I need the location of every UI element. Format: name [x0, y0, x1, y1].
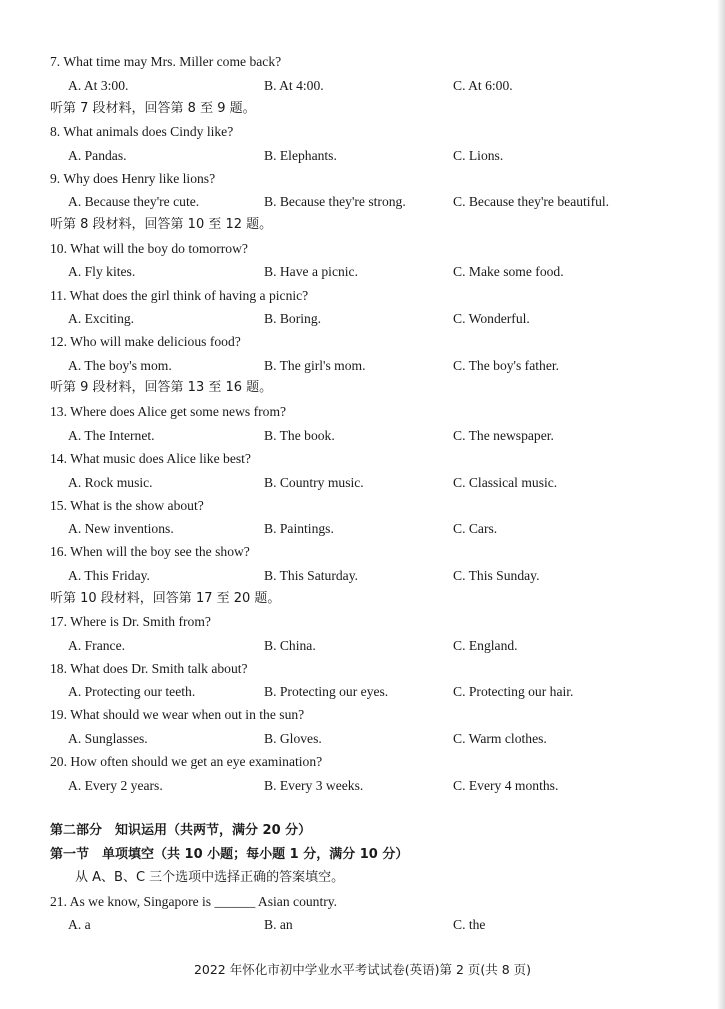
question-11: 11. What does the girl think of having a picnic? — [50, 288, 309, 303]
option-b: B. The book. — [264, 428, 335, 443]
section-header-8: 听第 8 段材料，回答第 10 至 12 题。 — [50, 217, 273, 232]
option-a: A. Sunglasses. — [68, 731, 148, 746]
option-c: C. Every 4 months. — [453, 778, 559, 793]
option-a: A. The Internet. — [68, 428, 155, 443]
option-c: C. Make some food. — [453, 264, 564, 279]
option-a: A. France. — [68, 638, 125, 653]
option-c: C. At 6:00. — [453, 78, 513, 93]
option-b: B. Protecting our eyes. — [264, 684, 389, 699]
page-footer: 2022 年怀化市初中学业水平考试试卷(英语)第 2 页(共 8 页) — [193, 962, 532, 977]
option-c: C. The boy's father. — [453, 358, 560, 373]
section-header-10: 听第 10 段材料，回答第 17 至 20 题。 — [50, 591, 281, 606]
page-edge-shadow — [717, 0, 725, 1009]
option-b: B. an — [264, 917, 293, 932]
option-b: B. Country music. — [264, 475, 364, 490]
question-10: 10. What will the boy do tomorrow? — [50, 241, 248, 256]
option-c: C. This Sunday. — [453, 568, 540, 583]
option-c: C. Because they're beautiful. — [453, 194, 610, 209]
question-20: 20. How often should we get an eye examination? — [50, 754, 323, 769]
option-a: A. a — [68, 917, 91, 932]
option-a: A. Fly kites. — [68, 264, 136, 279]
option-a: A. At 3:00. — [68, 78, 129, 93]
option-b: B. This Saturday. — [264, 568, 359, 583]
option-a: A. This Friday. — [68, 568, 150, 583]
option-b: B. Paintings. — [264, 521, 334, 536]
option-b: B. Every 3 weeks. — [264, 778, 364, 793]
section-header-7: 听第 7 段材料，回答第 8 至 9 题。 — [50, 101, 256, 116]
option-b: B. At 4:00. — [264, 78, 324, 93]
option-b: B. Elephants. — [264, 148, 337, 163]
question-17: 17. Where is Dr. Smith from? — [50, 614, 211, 629]
option-b: B. China. — [264, 638, 316, 653]
option-b: B. Have a picnic. — [264, 264, 358, 279]
question-21: 21. As we know, Singapore is ______ Asian country. — [50, 894, 338, 909]
question-12: 12. Who will make delicious food? — [50, 334, 241, 349]
question-13: 13. Where does Alice get some news from? — [50, 404, 287, 419]
question-19: 19. What should we wear when out in the sun? — [50, 707, 305, 722]
option-c: C. Lions. — [453, 148, 504, 163]
question-8: 8. What animals does Cindy like? — [50, 124, 234, 139]
option-c: C. Cars. — [453, 521, 498, 536]
option-c: C. Warm clothes. — [453, 731, 547, 746]
question-14: 14. What music does Alice like best? — [50, 451, 251, 466]
option-b: B. Because they're strong. — [264, 194, 406, 209]
option-b: B. The girl's mom. — [264, 358, 366, 373]
option-c: C. England. — [453, 638, 518, 653]
option-a: A. Rock music. — [68, 475, 153, 490]
instruction-text: 从 A、B、C 三个选项中选择正确的答案填空。 — [75, 870, 345, 885]
option-a: A. New inventions. — [68, 521, 174, 536]
option-a: A. Pandas. — [68, 148, 127, 163]
question-18: 18. What does Dr. Smith talk about? — [50, 661, 248, 676]
option-a: A. Exciting. — [68, 311, 135, 326]
question-7: 7. What time may Mrs. Miller come back? — [50, 54, 282, 69]
section-header-9: 听第 9 段材料，回答第 13 至 16 题。 — [50, 380, 273, 395]
option-a: A. Because they're cute. — [68, 194, 200, 209]
option-a: A. Every 2 years. — [68, 778, 163, 793]
option-a: A. Protecting our teeth. — [68, 684, 196, 699]
option-b: B. Boring. — [264, 311, 322, 326]
question-9: 9. Why does Henry like lions? — [50, 171, 216, 186]
option-b: B. Gloves. — [264, 731, 322, 746]
option-c: C. the — [453, 917, 486, 932]
option-c: C. Protecting our hair. — [453, 684, 574, 699]
question-15: 15. What is the show about? — [50, 498, 204, 513]
option-a: A. The boy's mom. — [68, 358, 172, 373]
option-c: C. Wonderful. — [453, 311, 530, 326]
option-c: C. Classical music. — [453, 475, 558, 490]
part-2-title: 第二部分 知识运用（共两节，满分 20 分） — [50, 823, 312, 838]
section-1-title: 第一节 单项填空（共 10 小题；每小题 1 分，满分 10 分） — [50, 847, 409, 862]
option-c: C. The newspaper. — [453, 428, 554, 443]
question-16: 16. When will the boy see the show? — [50, 544, 250, 559]
